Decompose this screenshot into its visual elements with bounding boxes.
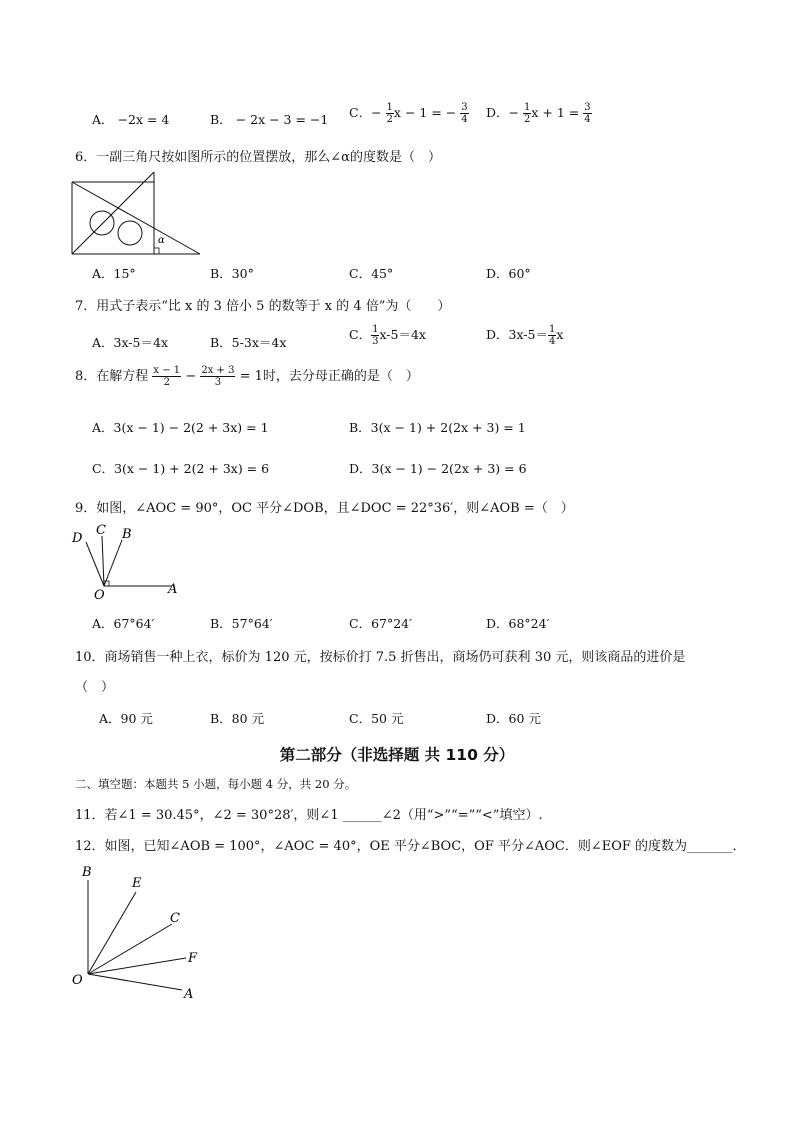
q7-stem: 7．用式子表示“比 x 的 3 倍小 5 的数等于 x 的 4 倍”为（ ） — [75, 299, 451, 314]
svg-text:B: B — [82, 865, 92, 880]
q8-option-a: A．3(x − 1) − 2(2 + 3x) = 1 — [92, 420, 269, 435]
q6-option-a: A．15° — [92, 266, 136, 281]
q10-option-a: A．90 元 — [99, 711, 153, 726]
q10-option-b: B．80 元 — [210, 711, 265, 726]
q8-option-d: D．3(x − 1) − 2(2x + 3) = 6 — [349, 461, 527, 476]
q6-option-b: B．30° — [210, 266, 254, 281]
q10-stem-line1: 10．商场销售一种上衣，标价为 120 元，按标价打 7.5 折售出，商场仍可获利 30 元，则该商品的进价是 — [75, 650, 686, 665]
svg-text:E: E — [132, 876, 142, 891]
q5-option-a: A． −2x = 4 — [92, 112, 170, 127]
q7-option-d: D．3x-5＝ $\frac{1}{4}$ x — [486, 324, 564, 347]
q10-option-c: C．50 元 — [349, 711, 404, 726]
q12-stem: 12．如图，已知∠AOB = 100°，∠AOC = 40°，OE 平分∠BOC，OF 平分∠AOC．则∠EOF 的度数为_______． — [75, 839, 746, 854]
q5-option-b: B． − 2x − 3 = −1 — [210, 112, 329, 127]
q9-angle-figure — [68, 520, 188, 600]
part2-heading: 第二部分（非选择题 共 110 分） — [279, 746, 515, 764]
q12-angle-figure — [68, 862, 208, 1004]
svg-text:C: C — [170, 911, 180, 926]
q6-stem: 6．一副三角尺按如图所示的位置摆放，那么∠α的度数是（ ） — [75, 150, 441, 165]
part2-subheading: 二、填空题：本题共 5 小题，每小题 4 分，共 20 分。 — [75, 777, 357, 791]
q9-stem: 9．如图，∠AOC = 90°，OC 平分∠DOB，且∠DOC = 22°36′，则∠AOB =（ ） — [75, 501, 574, 516]
svg-text:O: O — [72, 973, 83, 988]
q8-option-c: C．3(x − 1) + 2(2 + 3x) = 6 — [92, 461, 270, 476]
svg-text:C: C — [96, 523, 106, 538]
q5-option-d: D．− $\frac{1}{2}$ x + 1 = $\frac{3}{4}$ — [486, 102, 591, 125]
q10-option-d: D．60 元 — [486, 711, 541, 726]
q7-option-c: C． $\frac{1}{3}$ x-5＝4x — [349, 324, 426, 347]
svg-text:F: F — [188, 951, 198, 966]
q10-stem-line2: （ ） — [75, 680, 115, 695]
q6-option-d: D．60° — [486, 266, 531, 281]
svg-text:A: A — [168, 582, 178, 597]
svg-text:O: O — [94, 588, 105, 600]
q6-option-c: C．45° — [349, 266, 394, 281]
q9-option-c: C．67°24′ — [349, 616, 412, 631]
q9-option-b: B．57°64′ — [210, 616, 273, 631]
q7-option-a: A．3x-5＝4x — [92, 335, 168, 350]
q8-stem: 8．在解方程 $\frac{x - 1}{2}$ − $\frac{2x + 3}{3}$ = 1时，去分母正确的是（ ） — [75, 365, 419, 388]
svg-text:A: A — [184, 987, 194, 1002]
q7-option-b: B．5-3x＝4x — [210, 335, 287, 350]
svg-text:D: D — [72, 531, 83, 546]
q5-option-c: C．− $\frac{1}{2}$ x − 1 = − $\frac{3}{4}$ — [349, 102, 468, 125]
svg-text:α: α — [158, 235, 165, 246]
q9-option-d: D．68°24′ — [486, 616, 550, 631]
q6-triangle-figure — [70, 170, 202, 256]
q9-option-a: A．67°64′ — [92, 616, 155, 631]
svg-text:B: B — [122, 527, 132, 542]
q11-stem: 11．若∠1 = 30.45°，∠2 = 30°28′，则∠1 ______∠2（用“>”“=”“<”填空）. — [75, 808, 543, 823]
q8-option-b: B．3(x − 1) + 2(2x + 3) = 1 — [349, 420, 526, 435]
